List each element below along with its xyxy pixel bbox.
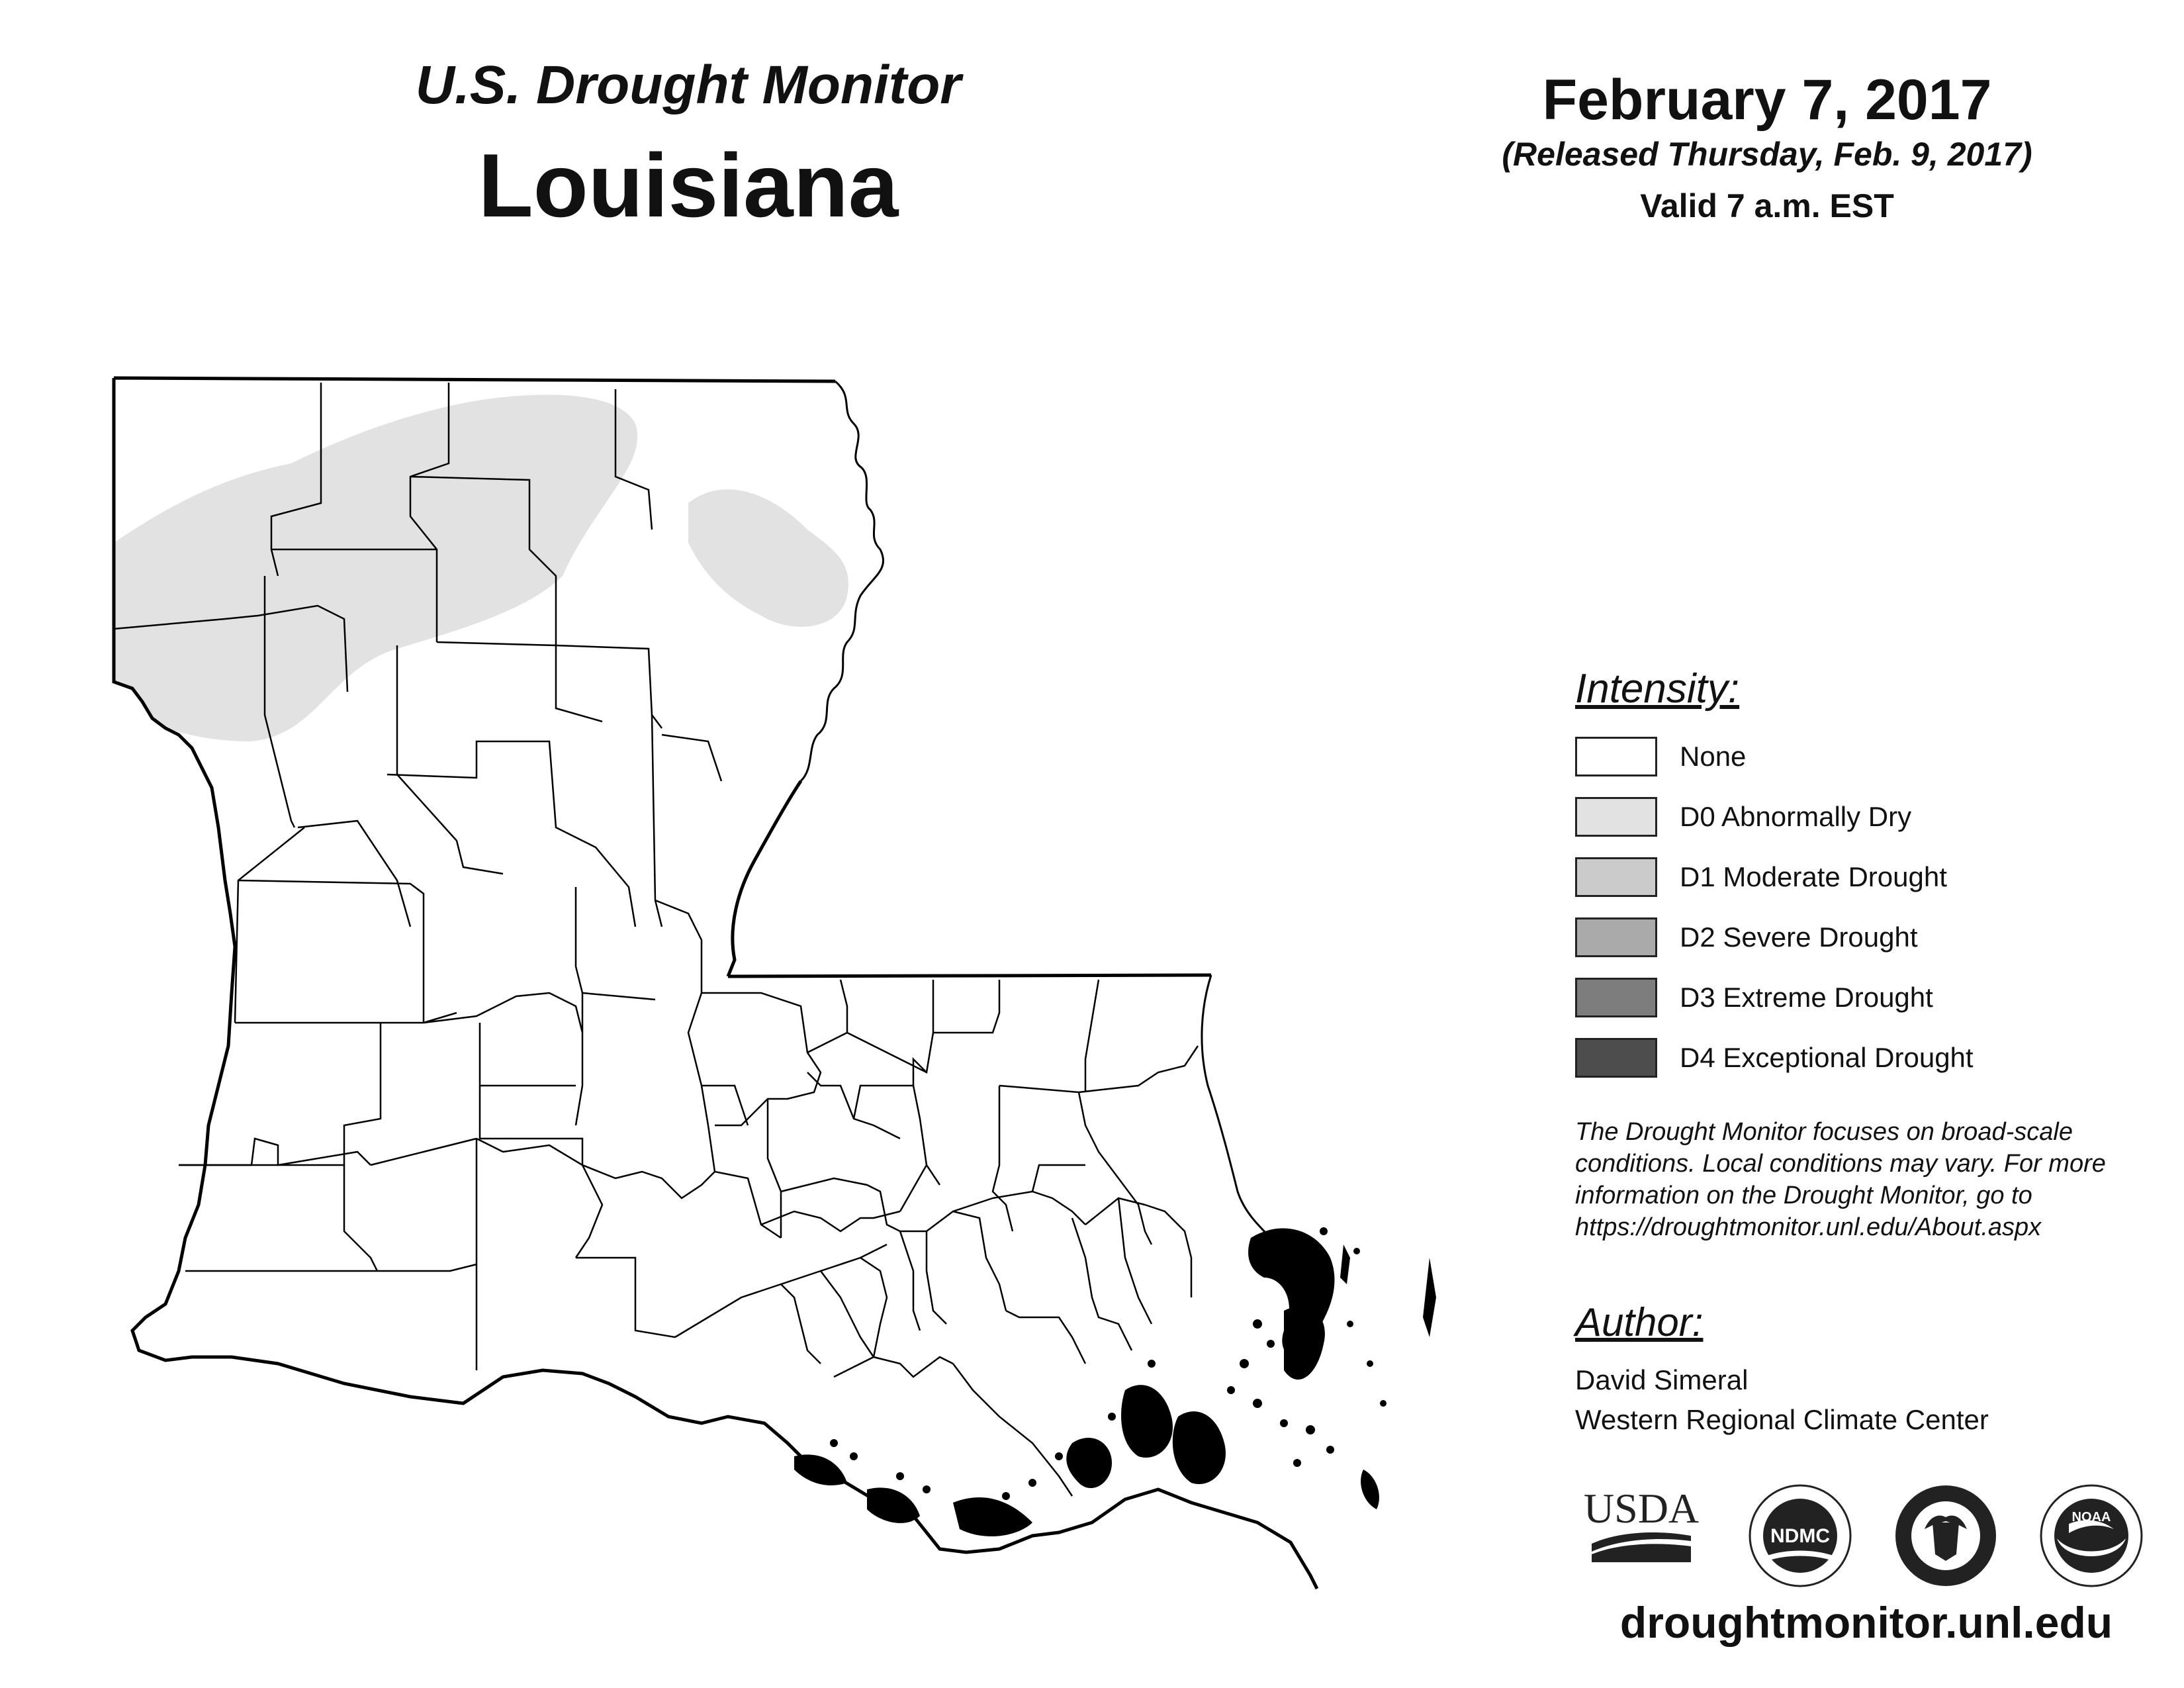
legend-swatch [1575,857,1657,897]
note-line: The Drought Monitor focuses on broad-scale [1575,1118,2073,1146]
ndmc-logo-text: NDMC [1770,1525,1830,1547]
legend-swatch [1575,797,1657,837]
legend [1575,666,2158,1095]
legend-label: None [1680,741,1747,772]
note-link[interactable]: https://droughtmonitor.unl.edu/About.aspx [1575,1213,2042,1241]
map-date: February 7, 2017 [1542,68,1992,132]
author-title: Author: [1575,1300,1704,1344]
legend-label: D0 Abnormally Dry [1680,801,1912,832]
legend-item-d1 [1575,854,2158,900]
valid-time: Valid 7 a.m. EST [1640,187,1894,224]
department-of-commerce-seal-icon [1893,1483,1999,1589]
noaa-logo [2038,1483,2144,1589]
website-url[interactable]: droughtmonitor.unl.edu [1619,1598,2113,1647]
legend-item-d2 [1575,914,2158,961]
legend-swatch [1575,737,1657,776]
legend-label: D1 Moderate Drought [1680,861,1947,892]
legend-item-d0 [1575,794,2158,840]
author-org: Western Regional Climate Center [1575,1404,1989,1435]
legend-label: D3 Extreme Drought [1680,982,1933,1013]
legend-label: D2 Severe Drought [1680,921,1918,953]
note-line: conditions. Local conditions may vary. For more [1575,1150,2106,1178]
author-name: David Simeral [1575,1364,1749,1395]
legend-swatch [1575,978,1657,1017]
map-subtitle: U.S. Drought Monitor [415,55,962,115]
legend-item-none [1575,733,2158,780]
usda-logo-text: USDA [1583,1485,1700,1532]
legend-swatch [1575,1038,1657,1078]
legend-swatch [1575,917,1657,957]
note-line: information on the Drought Monitor, go to [1575,1182,2032,1209]
release-date: (Released Thursday, Feb. 9, 2017) [1502,136,2032,173]
map-title-state: Louisiana [478,135,899,236]
noaa-logo-text: NOAA [2071,1510,2111,1524]
legend-label: D4 Exceptional Drought [1680,1042,1974,1073]
legend-title: Intensity: [1575,666,1740,712]
disclaimer-note [1575,1116,2171,1243]
agency-logos [1582,1483,2164,1595]
usda-logo [1582,1483,1701,1569]
legend-item-d3 [1575,974,2158,1021]
ndmc-logo [1747,1483,1853,1589]
legend-item-d4 [1575,1035,2158,1081]
